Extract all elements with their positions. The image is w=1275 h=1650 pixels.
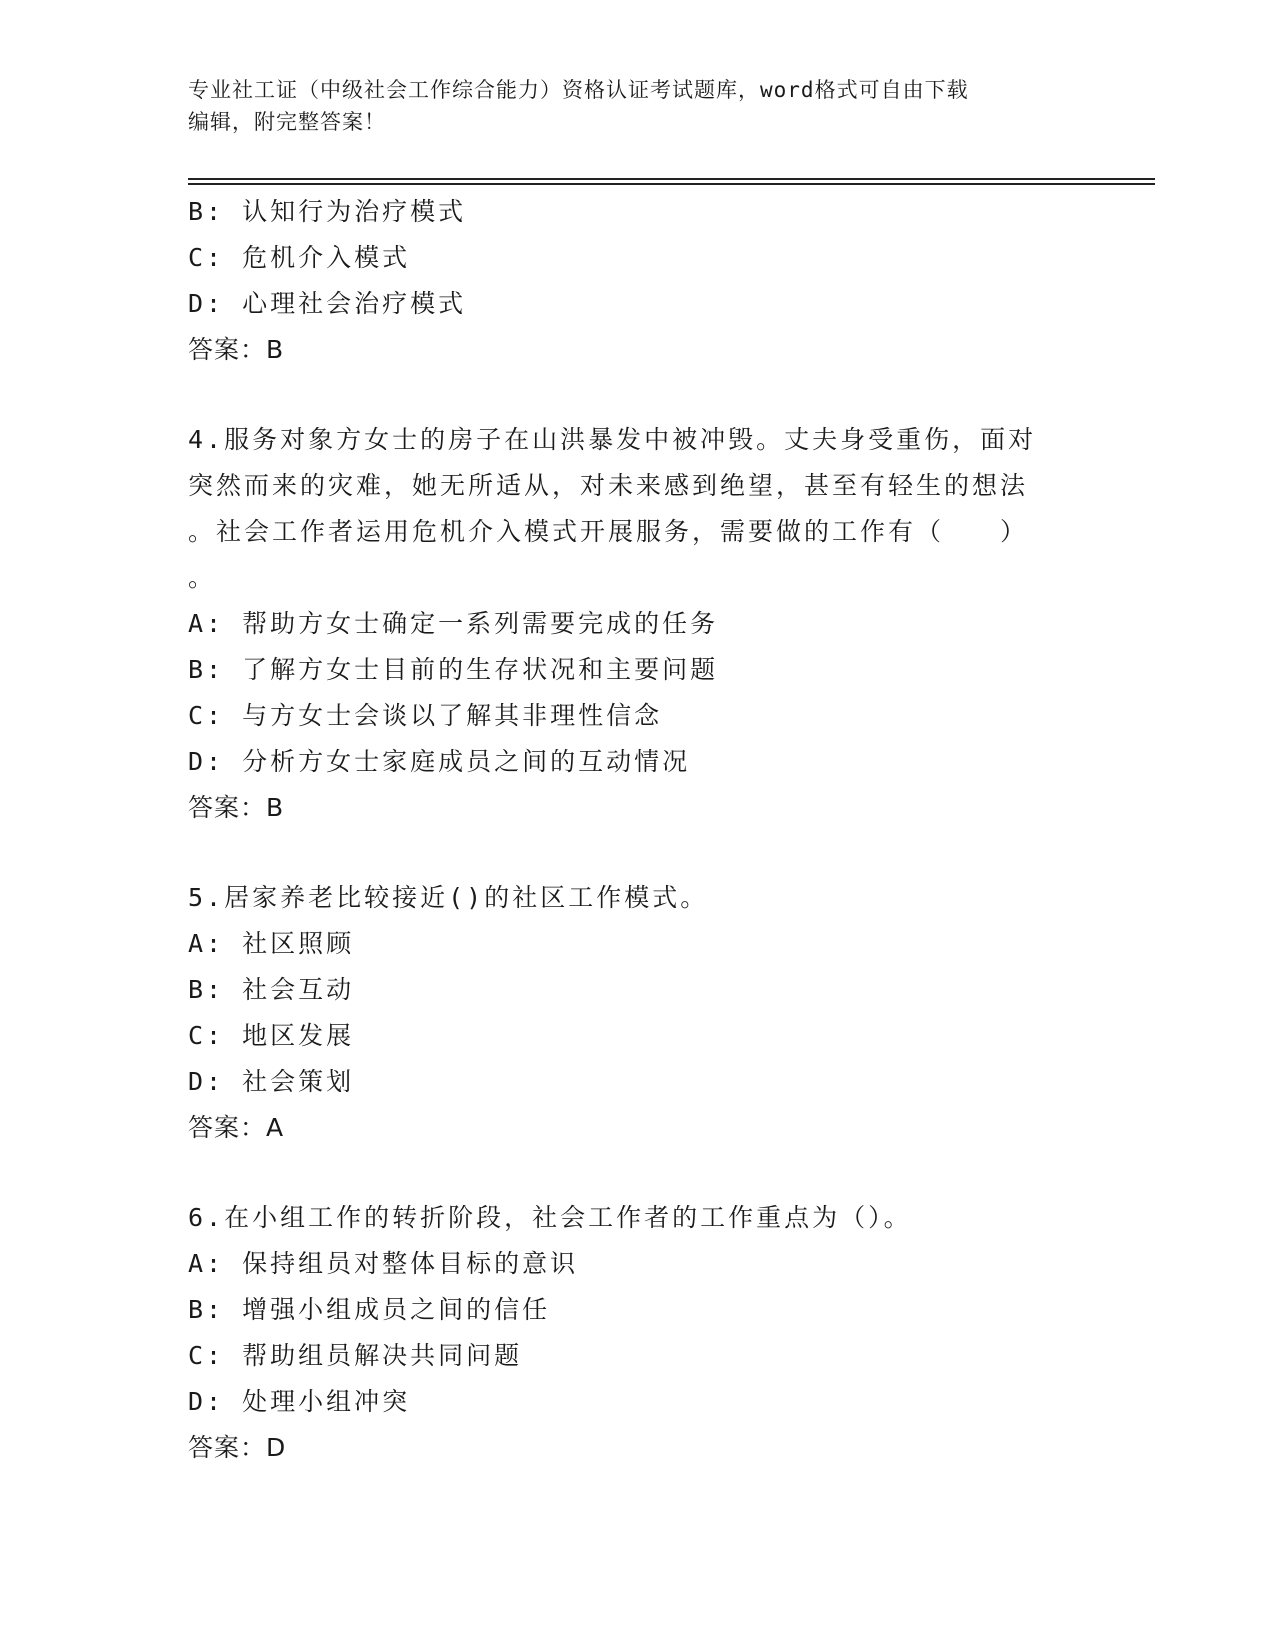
spacer bbox=[188, 831, 1088, 875]
option-d: D: 社会策划 bbox=[188, 1067, 355, 1096]
option-c: C: 与方女士会谈以了解其非理性信念 bbox=[188, 701, 663, 730]
option-d: D: 处理小组冲突 bbox=[188, 1387, 411, 1416]
question-6 bbox=[188, 1195, 1088, 1471]
option-a: A: 社区照顾 bbox=[188, 929, 355, 958]
header-line-1: 专业社工证（中级社会工作综合能力）资格认证考试题库，word格式可自由下载 bbox=[188, 78, 969, 102]
question-list bbox=[188, 189, 1088, 1471]
option-b: B: 增强小组成员之间的信任 bbox=[188, 1295, 551, 1324]
option-b: B: 认知行为治疗模式 bbox=[188, 197, 467, 226]
question-stem-line: 。 bbox=[188, 563, 217, 592]
question-5 bbox=[188, 875, 1088, 1151]
header-divider-bottom bbox=[188, 183, 1155, 185]
question-stem: 5.居家养老比较接近()的社区工作模式。 bbox=[188, 883, 709, 912]
option-c: C: 地区发展 bbox=[188, 1021, 355, 1050]
option-c: C: 危机介入模式 bbox=[188, 243, 411, 272]
question-stem: 6.在小组工作的转折阶段，社会工作者的工作重点为（）。 bbox=[188, 1203, 912, 1232]
answer: 答案：A bbox=[188, 1113, 285, 1142]
question-stem-line: 。社会工作者运用危机介入模式开展服务，需要做的工作有（ ） bbox=[188, 517, 1029, 546]
option-b: B: 社会互动 bbox=[188, 975, 355, 1004]
header-line-2: 编辑，附完整答案！ bbox=[188, 110, 386, 134]
answer: 答案：D bbox=[188, 1433, 287, 1462]
option-d: D: 分析方女士家庭成员之间的互动情况 bbox=[188, 747, 691, 776]
question-stem-line: 4.服务对象方女士的房子在山洪暴发中被冲毁。丈夫身受重伤，面对 bbox=[188, 425, 1037, 454]
option-a: A: 帮助方女士确定一系列需要完成的任务 bbox=[188, 609, 719, 638]
question-stem-line: 突然而来的灾难，她无所适从，对未来感到绝望，甚至有轻生的想法 bbox=[188, 471, 1029, 500]
spacer bbox=[188, 373, 1088, 417]
option-b: B: 了解方女士目前的生存状况和主要问题 bbox=[188, 655, 719, 684]
question-4 bbox=[188, 417, 1088, 831]
header-divider-top bbox=[188, 178, 1155, 180]
spacer bbox=[188, 1151, 1088, 1195]
option-c: C: 帮助组员解决共同问题 bbox=[188, 1341, 523, 1370]
document-header bbox=[188, 74, 1088, 138]
answer: 答案：B bbox=[188, 335, 285, 364]
answer: 答案：B bbox=[188, 793, 285, 822]
option-a: A: 保持组员对整体目标的意识 bbox=[188, 1249, 579, 1278]
question-3 bbox=[188, 189, 1088, 373]
option-d: D: 心理社会治疗模式 bbox=[188, 289, 467, 318]
